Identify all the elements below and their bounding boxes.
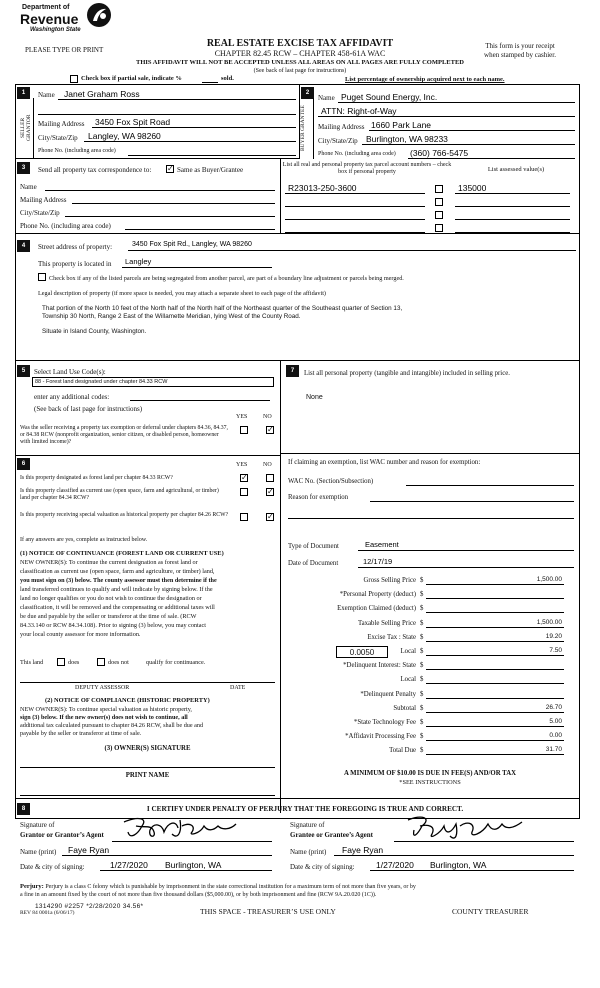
fee-label: *Delinquent Interest: State [343, 662, 416, 669]
logo-top: Department of [22, 4, 70, 11]
section-5-number: 5 [17, 365, 30, 377]
section-8-number: 8 [17, 803, 30, 815]
same-as-buyer-checkbox[interactable]: ✓ [167, 164, 174, 173]
personal-property-checkbox-2[interactable] [435, 198, 443, 206]
current-use-no-checkbox[interactable]: ✓ [267, 487, 274, 496]
please-type: PLEASE TYPE OR PRINT [25, 46, 104, 54]
buyer-city[interactable]: Burlington, WA 98233 [366, 134, 448, 144]
grantor-sig-label-1: Signature of [20, 821, 55, 829]
personal-property-label: List all personal property (tangible and intangible) included in selling price. [304, 370, 510, 377]
qualify-label: qualify for continuance. [146, 659, 206, 666]
personal-property-checkbox-4[interactable] [435, 224, 443, 232]
print-name-label: PRINT NAME [125, 772, 170, 779]
perjury-bold: Perjury: [20, 883, 44, 890]
owner-signature-label: (3) OWNER(S) SIGNATURE [104, 745, 191, 752]
fee-value[interactable]: 7.50 [549, 647, 562, 654]
grantor-date-label: Date & city of signing: [20, 863, 85, 871]
seller-name[interactable]: Janet Graham Ross [64, 89, 140, 99]
certify-statement: I CERTIFY UNDER PENALTY OF PERJURY THAT THE FOREGOING IS TRUE AND CORRECT. [146, 805, 464, 813]
same-as-buyer-label: Same as Buyer/Grantee [177, 166, 244, 174]
see-instructions: *SEE INSTRUCTIONS [399, 779, 461, 786]
perjury-note [20, 883, 585, 899]
parcel-list-header: List all real and personal property tax parcel account numbers – check box if personal property [282, 162, 452, 175]
see-back-note: (See back of last page for instructions) [253, 68, 347, 74]
current-use-question: Is this property classified as current use (open space, farm and agricultural, or timber) land per chapter 84.34 RCW? [20, 488, 219, 501]
forest-yes-checkbox[interactable]: ✓ [241, 473, 248, 482]
notice1-line-f: classification, it will be removed and the compensating or additional taxes will [20, 604, 215, 611]
send-mailing[interactable] [72, 195, 275, 204]
historic-yes-checkbox[interactable] [240, 513, 248, 521]
buyer-city-label: City/State/Zip [318, 137, 358, 145]
yes-label-6: YES [236, 462, 248, 468]
chapter-line: CHAPTER 82.45 RCW – CHAPTER 458-61A WAC [214, 49, 386, 58]
notice2-title: (2) NOTICE OF COMPLIANCE (HISTORIC PROPERTY) [45, 697, 210, 704]
grantor-date[interactable]: 1/27/2020 [110, 860, 148, 870]
wac-number[interactable] [406, 477, 574, 486]
buyer-name[interactable]: Puget Sound Energy, Inc. [341, 92, 438, 102]
does-not-label: does not [108, 659, 129, 666]
section-4 [15, 234, 580, 361]
grantor-signature[interactable] [118, 812, 248, 842]
notice1-line-h: 84.33.140 or RCW 84.34.108). Prior to signing (3) below, you may contact [20, 622, 206, 629]
county-treasurer: COUNTY TREASURER [452, 907, 529, 916]
buyer-phone[interactable]: (360) 766-5475 [410, 148, 469, 158]
land-use-label: Select Land Use Code(s): [34, 368, 106, 376]
send-correspondence-label: Send all property tax correspondence to: [38, 166, 152, 174]
notice2-line-d: payable by the seller or transferor at time of sale. [20, 730, 142, 737]
legal-line-1: That portion of the North 10 feet of the North half of the North half of the Northeast quarter of the Southeast quarter of Section 13, [42, 305, 403, 312]
date-label: DATE [230, 685, 246, 691]
does-checkbox[interactable] [57, 658, 65, 666]
fee-label: Local [400, 648, 416, 655]
fee-dollar-sign: $ [420, 648, 424, 655]
owner-signature[interactable] [20, 758, 275, 768]
fee-dollar-sign: $ [420, 577, 424, 584]
minimum-due-note: A MINIMUM OF $10.00 IS DUE IN FEE(S) AND/OR TAX [343, 770, 517, 777]
reason-label: Reason for exemption [288, 494, 349, 501]
fee-dollar-sign: $ [420, 747, 424, 754]
legal-description-label: Legal description of property (if more space is needed, you may attach a separate sheet to each page of the affidavit) [38, 290, 326, 297]
fee-dollar-sign: $ [420, 634, 424, 641]
treasurer-space: THIS SPACE - TREASURER’S USE ONLY [200, 907, 336, 916]
land-use-code[interactable]: 88 - Forest land designated under chapter 84.33 RCW [32, 377, 274, 387]
segregated-checkbox[interactable] [38, 273, 46, 281]
section-2-number: 2 [301, 87, 314, 99]
fee-label: Exemption Claimed (deduct) [337, 605, 416, 612]
section-6-number: 6 [17, 458, 30, 470]
grantee-name[interactable]: Faye Ryan [342, 845, 384, 855]
no-label-6: NO [263, 462, 272, 468]
section-3-number: 3 [17, 162, 30, 174]
logo-main: Revenue [20, 11, 79, 27]
notice1-line-c: you must sign on (3) below. The county assessor must then determine if the [20, 577, 217, 584]
partial-sale-percent[interactable] [202, 75, 218, 83]
grantee-city[interactable]: Burlington, WA [430, 860, 487, 870]
notice2-line-b: sign (3) below. If the new owner(s) does not wish to continue, all [20, 714, 188, 721]
send-phone[interactable] [125, 221, 275, 230]
fee-value[interactable]: 1,500.00 [536, 619, 562, 626]
grantee-date-label: Date & city of signing: [290, 863, 355, 871]
deputy-label: DEPUTY ASSESSOR [75, 685, 130, 691]
fee-dollar-sign: $ [420, 605, 424, 612]
if-yes-note: If any answers are yes, complete as instructed below. [20, 537, 148, 543]
seller-city[interactable]: Langley, WA 98260 [88, 131, 161, 141]
grantee-sig-label-1: Signature of [290, 821, 325, 829]
doc-date[interactable]: 12/17/19 [363, 557, 393, 566]
recording-stamp: 1314290 #2257 *2/28/2020 34.56* [35, 903, 144, 910]
send-city[interactable] [65, 208, 275, 217]
fee-line [426, 604, 564, 613]
receipt-note-1: This form is your receipt [485, 42, 555, 50]
deputy-signature[interactable] [20, 673, 275, 683]
notice1-line-i: your local county assessor for more information. [20, 631, 141, 638]
notice2-line-a: NEW OWNER(S): To continue special valuation as historic property, [20, 706, 192, 713]
legal-line-2: Township 30 North, Range 2 East of the Willamette Meridian, lying West of the County Road. [42, 313, 301, 320]
owner-print-name[interactable] [20, 786, 275, 796]
seller-grantor-label: SELLER GRANTOR [20, 114, 32, 142]
fee-value[interactable]: 0.00 [549, 732, 562, 739]
perjury-line-1: Perjury is a class C felony which is punishable by imprisonment in the state correctional institution for a maximum term of not more than five years, or by [45, 884, 416, 890]
fee-label: Taxable Selling Price [357, 620, 416, 627]
buyer-grantee-label: BUYER GRANTEE [300, 105, 306, 151]
notice1-line-g: be due and payable by the seller or transferor at the time of sale. (RCW [20, 613, 197, 620]
additional-codes-label: enter any additional codes: [34, 393, 110, 401]
fee-line [426, 590, 564, 599]
rev-number: REV 84 0001a (6/06/17) [20, 910, 75, 916]
segregated-label: Check box if any of the listed parcels are being segregated from another parcel, are part of a boundary line adjustment or parcels being merged. [49, 275, 404, 282]
exemption-no-checkbox[interactable]: ✓ [267, 425, 274, 434]
notice1-line-a: NEW OWNER(S): To continue the current designation as forest land or [20, 559, 198, 566]
parcel-number[interactable]: R23013-250-3600 [288, 183, 357, 193]
ownership-note: List percentage of ownership acquired next to each name. [345, 76, 505, 83]
grantor-name-label: Name (print) [20, 848, 57, 856]
additional-codes[interactable] [130, 392, 270, 401]
fee-dollar-sign: $ [420, 705, 424, 712]
fee-dollar-sign: $ [420, 676, 424, 683]
notice2-line-c: additional tax calculated pursuant to chapter 84.26 RCW, shall be due and [20, 722, 204, 729]
fee-label: Excise Tax : State [367, 634, 416, 641]
send-name-label: Name [20, 183, 37, 191]
buyer-phone-label: Phone No. (including area code) [318, 151, 396, 157]
sold-label: sold. [221, 75, 234, 82]
located-label: This property is located in [38, 260, 112, 268]
reason-exemption[interactable] [370, 493, 574, 502]
fee-label: *State Technology Fee [353, 719, 416, 726]
historic-no-checkbox[interactable]: ✓ [267, 512, 274, 521]
warning-line: THIS AFFIDAVIT WILL NOT BE ACCEPTED UNLESS ALL AREAS ON ALL PAGES ARE FULLY COMPLETED [136, 59, 464, 66]
notice1-line-e: land no longer qualifies or you do not wish to continue the designation or [20, 595, 202, 602]
page-title: REAL ESTATE EXCISE TAX AFFIDAVIT [206, 38, 394, 49]
send-name[interactable] [45, 182, 275, 191]
buyer-attn[interactable]: ATTN: Right-of-Way [321, 106, 397, 116]
fee-line [426, 661, 564, 670]
partial-sale-label: Check box if partial sale, indicate % [81, 75, 182, 82]
dor-emblem-icon [86, 2, 112, 28]
doc-type[interactable]: Easement [365, 540, 399, 549]
no-label-5: NO [263, 414, 272, 420]
fee-value[interactable]: 31.70 [545, 746, 562, 753]
fee-label: *Affidavit Processing Fee [345, 733, 416, 740]
seller-phone[interactable] [128, 147, 296, 156]
fee-value[interactable]: 19.20 [545, 633, 562, 640]
local-rate: 0.0050 [349, 648, 375, 657]
section-4-number: 4 [17, 240, 30, 252]
current-use-yes-checkbox[interactable] [240, 488, 248, 496]
grantor-city[interactable]: Burlington, WA [165, 860, 222, 870]
located-in[interactable]: Langley [125, 257, 152, 266]
receipt-note-2: when stamped by cashier. [484, 51, 556, 59]
local-rate-box[interactable] [336, 646, 388, 658]
exemption-question: Was the seller receiving a property tax exemption or deferral under chapters 84.36, 84.37, or 84.38 RCW (nonprofit organization, senior citizen, or disabled person, homeowner with limited income)? [20, 425, 228, 445]
personal-property-value[interactable]: None [306, 394, 323, 401]
fee-dollar-sign: $ [420, 662, 424, 669]
fee-value[interactable]: 1,500.00 [536, 576, 562, 583]
fee-dollar-sign: $ [420, 620, 424, 627]
doc-type-label: Type of Document [288, 543, 339, 550]
dor-logo [18, 2, 118, 42]
exemption-yes-checkbox[interactable] [240, 426, 248, 434]
partial-sale-checkbox[interactable] [70, 75, 78, 83]
exemption-claim-label: If claiming an exemption, list WAC number and reason for exemption: [288, 459, 481, 466]
doc-date-label: Date of Document [288, 560, 339, 567]
grantee-date[interactable]: 1/27/2020 [376, 860, 414, 870]
fee-line [426, 690, 564, 699]
fee-label: Gross Selling Price [363, 577, 416, 584]
fee-label: *Delinquent Penalty [360, 691, 416, 698]
forest-question: Is this property designated as forest land per chapter 84.33 RCW? [20, 475, 173, 481]
fee-dollar-sign: $ [420, 719, 424, 726]
notice1-line-b: classification as current use (open space, farm and agriculture, or timber) land, [20, 568, 215, 575]
personal-property-checkbox-3[interactable] [435, 211, 443, 219]
fee-label: Subtotal [393, 705, 416, 712]
legal-line-3: Situate in Island County, Washington. [42, 328, 147, 335]
buyer-mailing[interactable]: 1660 Park Lane [371, 120, 432, 130]
does-not-checkbox[interactable] [97, 658, 105, 666]
logo-state: Washington State [30, 27, 81, 33]
grantee-name-label: Name (print) [290, 848, 327, 856]
fee-line [426, 675, 564, 684]
see-back-5: (See back of last page for instructions) [34, 405, 143, 413]
seller-name-label: Name [38, 91, 55, 99]
assessed-header: List assessed value(s) [487, 166, 545, 173]
fee-value[interactable]: 26.70 [545, 704, 562, 711]
assessed-value[interactable]: 135000 [458, 183, 487, 193]
grantee-agent-label: Grantee or Grantee’s Agent [290, 831, 374, 839]
fee-label: Total Due [389, 747, 416, 754]
fee-label: *Personal Property (deduct) [339, 591, 416, 598]
historic-question: Is this property receiving special valuation as historical property per chapter 84.26 RCW? [20, 512, 229, 518]
perjury-line-2: a fine in an amount fixed by the court of not more than five thousand dollars ($5,000.00), or by both imprisonment and fine (RCW 9A.20.020 (1C)). [20, 892, 377, 898]
forest-no-checkbox[interactable] [266, 474, 274, 482]
send-mailing-label: Mailing Address [20, 196, 67, 204]
street-address[interactable]: 3450 Fox Spit Rd., Langley, WA 98260 [132, 241, 252, 248]
personal-property-checkbox-1[interactable] [435, 185, 443, 193]
buyer-name-label: Name [318, 94, 335, 102]
yes-label-5: YES [236, 414, 248, 420]
wac-label: WAC No. (Section/Subsection) [288, 478, 374, 485]
notice1-title: (1) NOTICE OF CONTINUANCE (FOREST LAND OR CURRENT USE) [20, 550, 224, 557]
grantor-name[interactable]: Faye Ryan [68, 845, 110, 855]
fee-dollar-sign: $ [420, 591, 424, 598]
notice1-line-d: land transferred continues to qualify and will indicate by signing below. If the [20, 586, 213, 593]
section-7-number: 7 [286, 365, 299, 377]
seller-mailing-label: Mailing Address [38, 120, 85, 128]
fee-dollar-sign: $ [420, 733, 424, 740]
does-label: does [68, 659, 80, 666]
street-address-label: Street address of property: [38, 243, 113, 251]
section-1-number: 1 [17, 87, 30, 99]
fee-dollar-sign: $ [420, 691, 424, 698]
grantee-signature[interactable] [400, 812, 530, 842]
send-city-label: City/State/Zip [20, 209, 60, 217]
seller-mailing[interactable]: 3450 Fox Spit Road [95, 117, 171, 127]
fee-value[interactable]: 5.00 [549, 718, 562, 725]
seller-phone-label: Phone No. (including area code) [38, 148, 116, 154]
buyer-mailing-label: Mailing Address [318, 123, 365, 131]
grantor-agent-label: Grantor or Grantor’s Agent [20, 831, 104, 839]
send-phone-label: Phone No. (including area code) [20, 222, 111, 230]
this-land-label: This land [20, 659, 44, 666]
fee-label: Local [400, 676, 416, 683]
seller-city-label: City/State/Zip [38, 134, 78, 142]
